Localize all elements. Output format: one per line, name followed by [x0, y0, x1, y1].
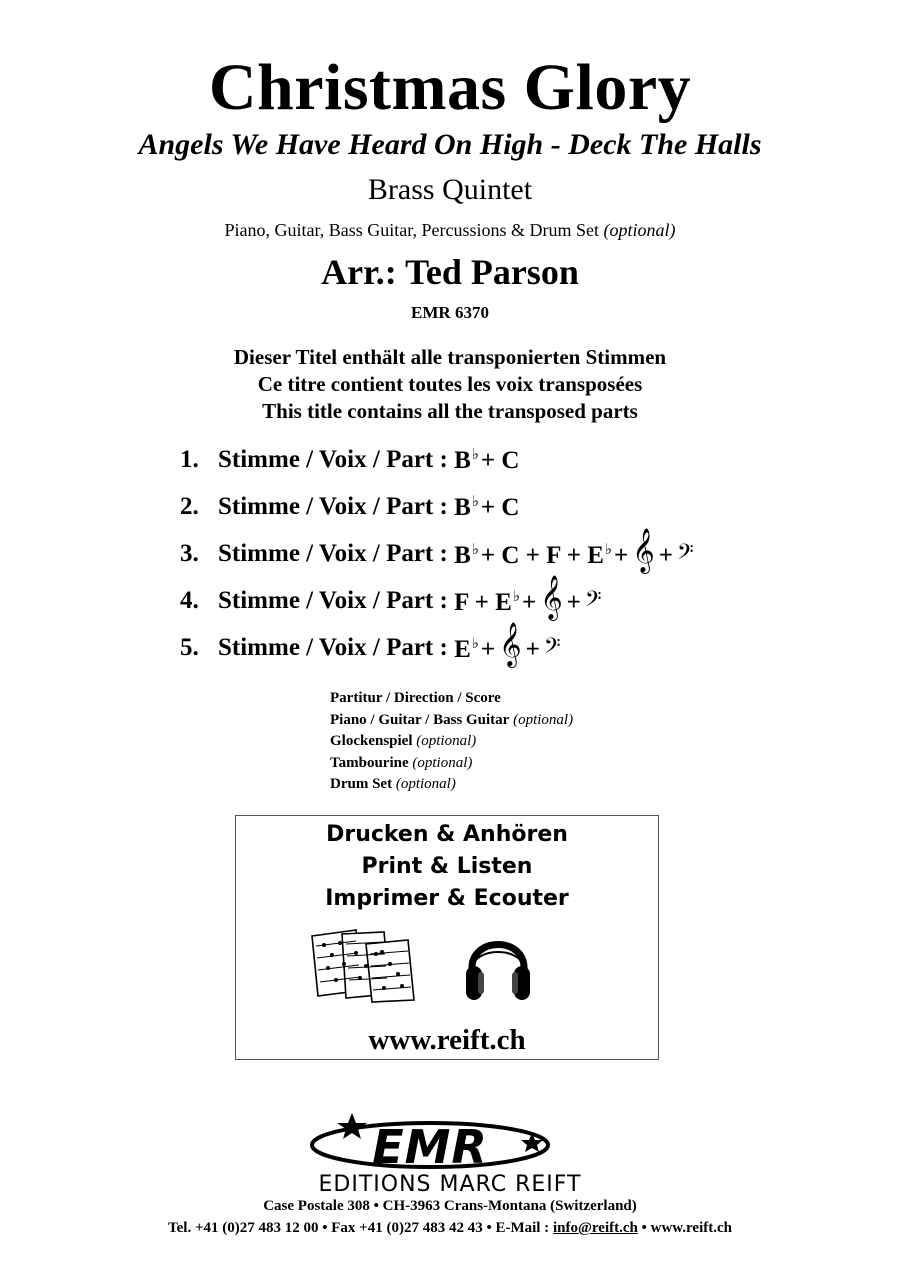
notice-fr: Ce titre contient toutes les voix transposées — [257, 372, 643, 396]
publisher-contact — [0, 1220, 900, 1237]
promo-line-de: Drucken & Anhören — [326, 822, 568, 847]
part-label: Stimme / Voix / Part : — [218, 586, 448, 614]
part-row — [180, 527, 694, 577]
extra-part-optional: (optional) — [395, 776, 456, 792]
bass-clef-icon: 𝄢 — [543, 633, 561, 664]
extra-part — [330, 753, 573, 775]
treble-clef-icon: 𝄞 — [632, 527, 655, 572]
part-row — [180, 574, 694, 624]
notice-en: This title contains all the transposed parts — [262, 399, 638, 423]
promo-line-en: Print & Listen — [361, 854, 533, 879]
extra-part — [330, 688, 573, 710]
extra-part-optional: (optional) — [513, 711, 574, 728]
part-content: F + E♭+ 𝄞 + 𝄢 — [447, 574, 602, 619]
extra-part-name: Glockenspiel — [330, 733, 413, 749]
part-row — [180, 436, 694, 483]
part-label: Stimme / Voix / Part : — [218, 492, 448, 520]
bass-clef-icon: 𝄢 — [584, 586, 602, 617]
catalog-number: EMR 6370 — [411, 303, 489, 322]
extra-part-optional: (optional) — [412, 754, 473, 771]
arranger: Arr.: Ted Parson — [321, 252, 579, 292]
part-number: 5. — [180, 633, 199, 661]
print-listen-box — [235, 815, 659, 1060]
part-row — [180, 621, 694, 671]
extra-part-name: Tambourine — [330, 754, 409, 771]
instrumentation-line — [0, 220, 900, 241]
publisher-address: Case Postale 308 • CH-3963 Crans-Montana (Switzerland) — [263, 1198, 637, 1214]
flat-icon: ♭ — [471, 493, 479, 510]
part-number: 2. — [180, 492, 199, 520]
part-number: 1. — [180, 445, 199, 473]
parts-list — [180, 436, 694, 671]
part-content: E♭+ 𝄞 + 𝄢 — [447, 621, 561, 666]
bass-clef-icon: 𝄢 — [676, 539, 694, 570]
extra-part-optional: (optional) — [416, 733, 477, 749]
part-content: B♭+ C — [447, 493, 520, 521]
transposition-notice — [0, 344, 900, 425]
emr-logo — [240, 1105, 660, 1173]
headphones-icon — [462, 924, 534, 1006]
flat-icon: ♭ — [471, 446, 479, 463]
extra-part — [330, 710, 573, 732]
extra-parts-list — [330, 688, 573, 796]
extra-part — [330, 774, 573, 796]
website-link[interactable]: www.reift.ch — [368, 1024, 526, 1056]
part-content: B♭+ C + F + E♭+ 𝄞 + 𝄢 — [447, 527, 694, 572]
treble-clef-icon: 𝄞 — [499, 621, 522, 666]
contact-website[interactable]: • www.reift.ch — [637, 1220, 732, 1236]
part-row — [180, 483, 694, 530]
instrumentation-optional: (optional) — [603, 220, 676, 240]
notice-de: Dieser Titel enthält alle transponierten Stimmen — [233, 345, 667, 369]
flat-icon: ♭ — [604, 541, 612, 558]
flat-icon: ♭ — [512, 588, 520, 605]
part-label: Stimme / Voix / Part : — [218, 539, 448, 567]
logo-text: EMR — [372, 1120, 488, 1173]
flat-icon: ♭ — [471, 541, 479, 558]
extra-part-name: Partitur / Direction / Score — [330, 690, 501, 706]
treble-clef-icon: 𝄞 — [540, 574, 563, 619]
email-link[interactable]: info@reift.ch — [552, 1220, 638, 1236]
subtitle: Angels We Have Heard On High - Deck The Halls — [138, 128, 762, 161]
part-content: B♭+ C — [447, 446, 520, 474]
extra-part-name: Piano / Guitar / Bass Guitar — [330, 711, 510, 728]
part-label: Stimme / Voix / Part : — [218, 445, 448, 473]
part-number: 3. — [180, 539, 199, 567]
extra-part — [330, 731, 573, 753]
instrumentation-text: Piano, Guitar, Bass Guitar, Percussions & Drum Set — [224, 220, 600, 240]
extra-part-name: Drum Set — [330, 776, 393, 792]
promo-line-fr: Imprimer & Ecouter — [325, 886, 569, 911]
page-title: Christmas Glory — [208, 51, 692, 124]
part-label: Stimme / Voix / Part : — [218, 633, 448, 661]
publisher-name: EDITIONS MARC REIFT — [318, 1172, 582, 1197]
ensemble: Brass Quintet — [367, 173, 533, 206]
part-number: 4. — [180, 586, 199, 614]
flat-icon: ♭ — [471, 635, 479, 652]
contact-phone-fax: Tel. +41 (0)27 483 12 00 • Fax +41 (0)27 483 42 43 • E-Mail : — [168, 1220, 553, 1236]
sheet-music-icon — [306, 928, 418, 1004]
